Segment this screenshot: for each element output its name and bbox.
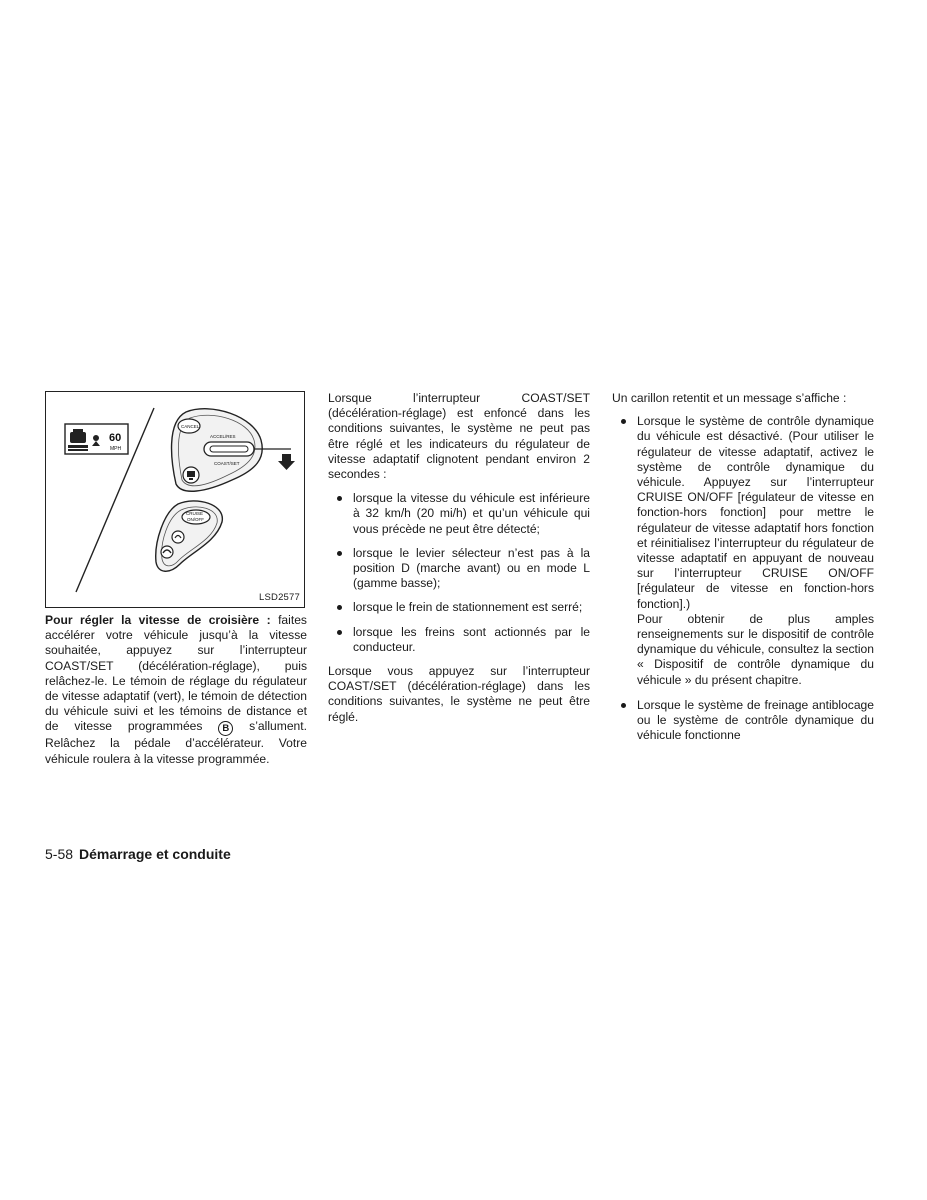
list-item <box>328 546 590 592</box>
column-3 <box>612 391 874 753</box>
display-unit: MPH <box>110 446 122 452</box>
list-item <box>328 600 590 615</box>
car-icon <box>68 429 88 451</box>
lead-text-1: faites accélérer votre véhicule jusqu’à la vitesse souhaitée, appuyez sur l’interrupteur COAST/SET (décélération-réglage), puis relâchez-le. Le témoin de réglage du régulateur de vitesse adaptatif (vert), le témoin de détection du véhicule suivi et les témoins de distance et de vitesse programmées <box>45 613 307 734</box>
arrow-down-icon <box>278 454 295 470</box>
bullet-icon <box>337 551 342 556</box>
voice-button[interactable] <box>172 531 184 543</box>
column-1 <box>45 391 307 767</box>
sub-paragraph: Pour obtenir de plus amples renseignements sur le dispositif de contrôle dynamique du véhicule, consultez la section « Dispositif de contrôle dynamique du véhicule » du présent chapitre. <box>637 611 874 687</box>
steering-switch-illustration <box>46 392 304 607</box>
column-2 <box>328 391 590 725</box>
list-item-text: lorsque le frein de stationnement est serré; <box>353 600 583 615</box>
col3-intro: Un carillon retentit et un message s’affiche : <box>612 391 847 405</box>
set-speed-icon <box>92 435 100 446</box>
bullet-icon <box>621 419 626 424</box>
marker-b: B <box>218 721 233 736</box>
col3-bullet-list <box>612 414 874 743</box>
col2-after: Lorsque vous appuyez sur l’interrupteur COAST/SET (décélération-réglage) dans les conditions suivantes, le système ne peut être réglé. <box>328 664 590 724</box>
lead-text-2: s’allument. Relâchez la pédale d’accélérateur. Votre véhicule roulera à la vitesse programmée. <box>45 719 307 766</box>
col2-bullet-list <box>328 491 590 655</box>
list-item <box>612 698 874 744</box>
page-footer <box>45 846 231 862</box>
cruise-label-1: CRUISE <box>186 511 204 516</box>
accel-coast-rocker[interactable] <box>204 442 254 456</box>
bullet-icon <box>337 496 342 501</box>
list-item-text: lorsque la vitesse du véhicule est inférieure à 32 km/h (20 mi/h) et qu’un véhicule qui vous précède ne peut être détecté; <box>353 491 590 536</box>
bullet-icon <box>337 630 342 635</box>
page-number: 5-58 <box>45 846 74 862</box>
list-item <box>612 414 874 688</box>
set-speed-paragraph <box>45 613 307 767</box>
list-item <box>328 491 590 537</box>
cruise-switch-figure <box>45 391 305 608</box>
lead-heading: Pour régler la vitesse de croisière : <box>45 613 271 627</box>
list-item-text: Lorsque le système de freinage antiblocage ou le système de contrôle dynamique du véhicule fonctionne <box>637 697 874 743</box>
bullet-icon <box>621 703 626 708</box>
list-item <box>328 625 590 655</box>
display-speed: 60 <box>109 432 122 444</box>
list-item-text: lorsque le levier sélecteur n’est pas à la position D (marche avant) ou en mode L (gamme basse); <box>353 545 590 591</box>
section-title: Démarrage et conduite <box>79 846 231 862</box>
coast-set-label: COAST/SET <box>214 461 240 466</box>
phone-button[interactable] <box>161 546 173 558</box>
col2-intro: Lorsque l’interrupteur COAST/SET (décélération-réglage) est enfoncé dans les conditions suivantes, le système ne peut pas être réglé et les indicateurs du régulateur de vitesse adaptatif clignotent pendant environ 2 secondes : <box>328 391 590 482</box>
cruise-label-2: ON/OFF <box>187 517 204 522</box>
figure-code: LSD2577 <box>258 591 300 603</box>
distance-icon <box>187 471 195 477</box>
list-item-text: lorsque les freins sont actionnés par le conducteur. <box>353 624 590 654</box>
cancel-label: CANCEL <box>181 424 200 429</box>
accel-res-label: ACCEL/RES <box>210 434 236 439</box>
list-item-text: Lorsque le système de contrôle dynamique du véhicule est désactivé. (Pour utiliser le régulateur de vitesse adaptatif, activez le système de contrôle dynamique du véhicule. Appuyez sur l’interrupteur CRUISE ON/OFF [régulateur de vitesse en fonction-hors fonction] pour mettre le régulateur de vitesse adaptatif hors fonction et réinitialisez l’interrupteur du régulateur de vitesse adaptatif en appuyant de nouveau sur l’interrupteur CRUISE ON/OFF [régulateur de vitesse en fonction-hors fonction].) <box>637 414 874 611</box>
bullet-icon <box>337 605 342 610</box>
